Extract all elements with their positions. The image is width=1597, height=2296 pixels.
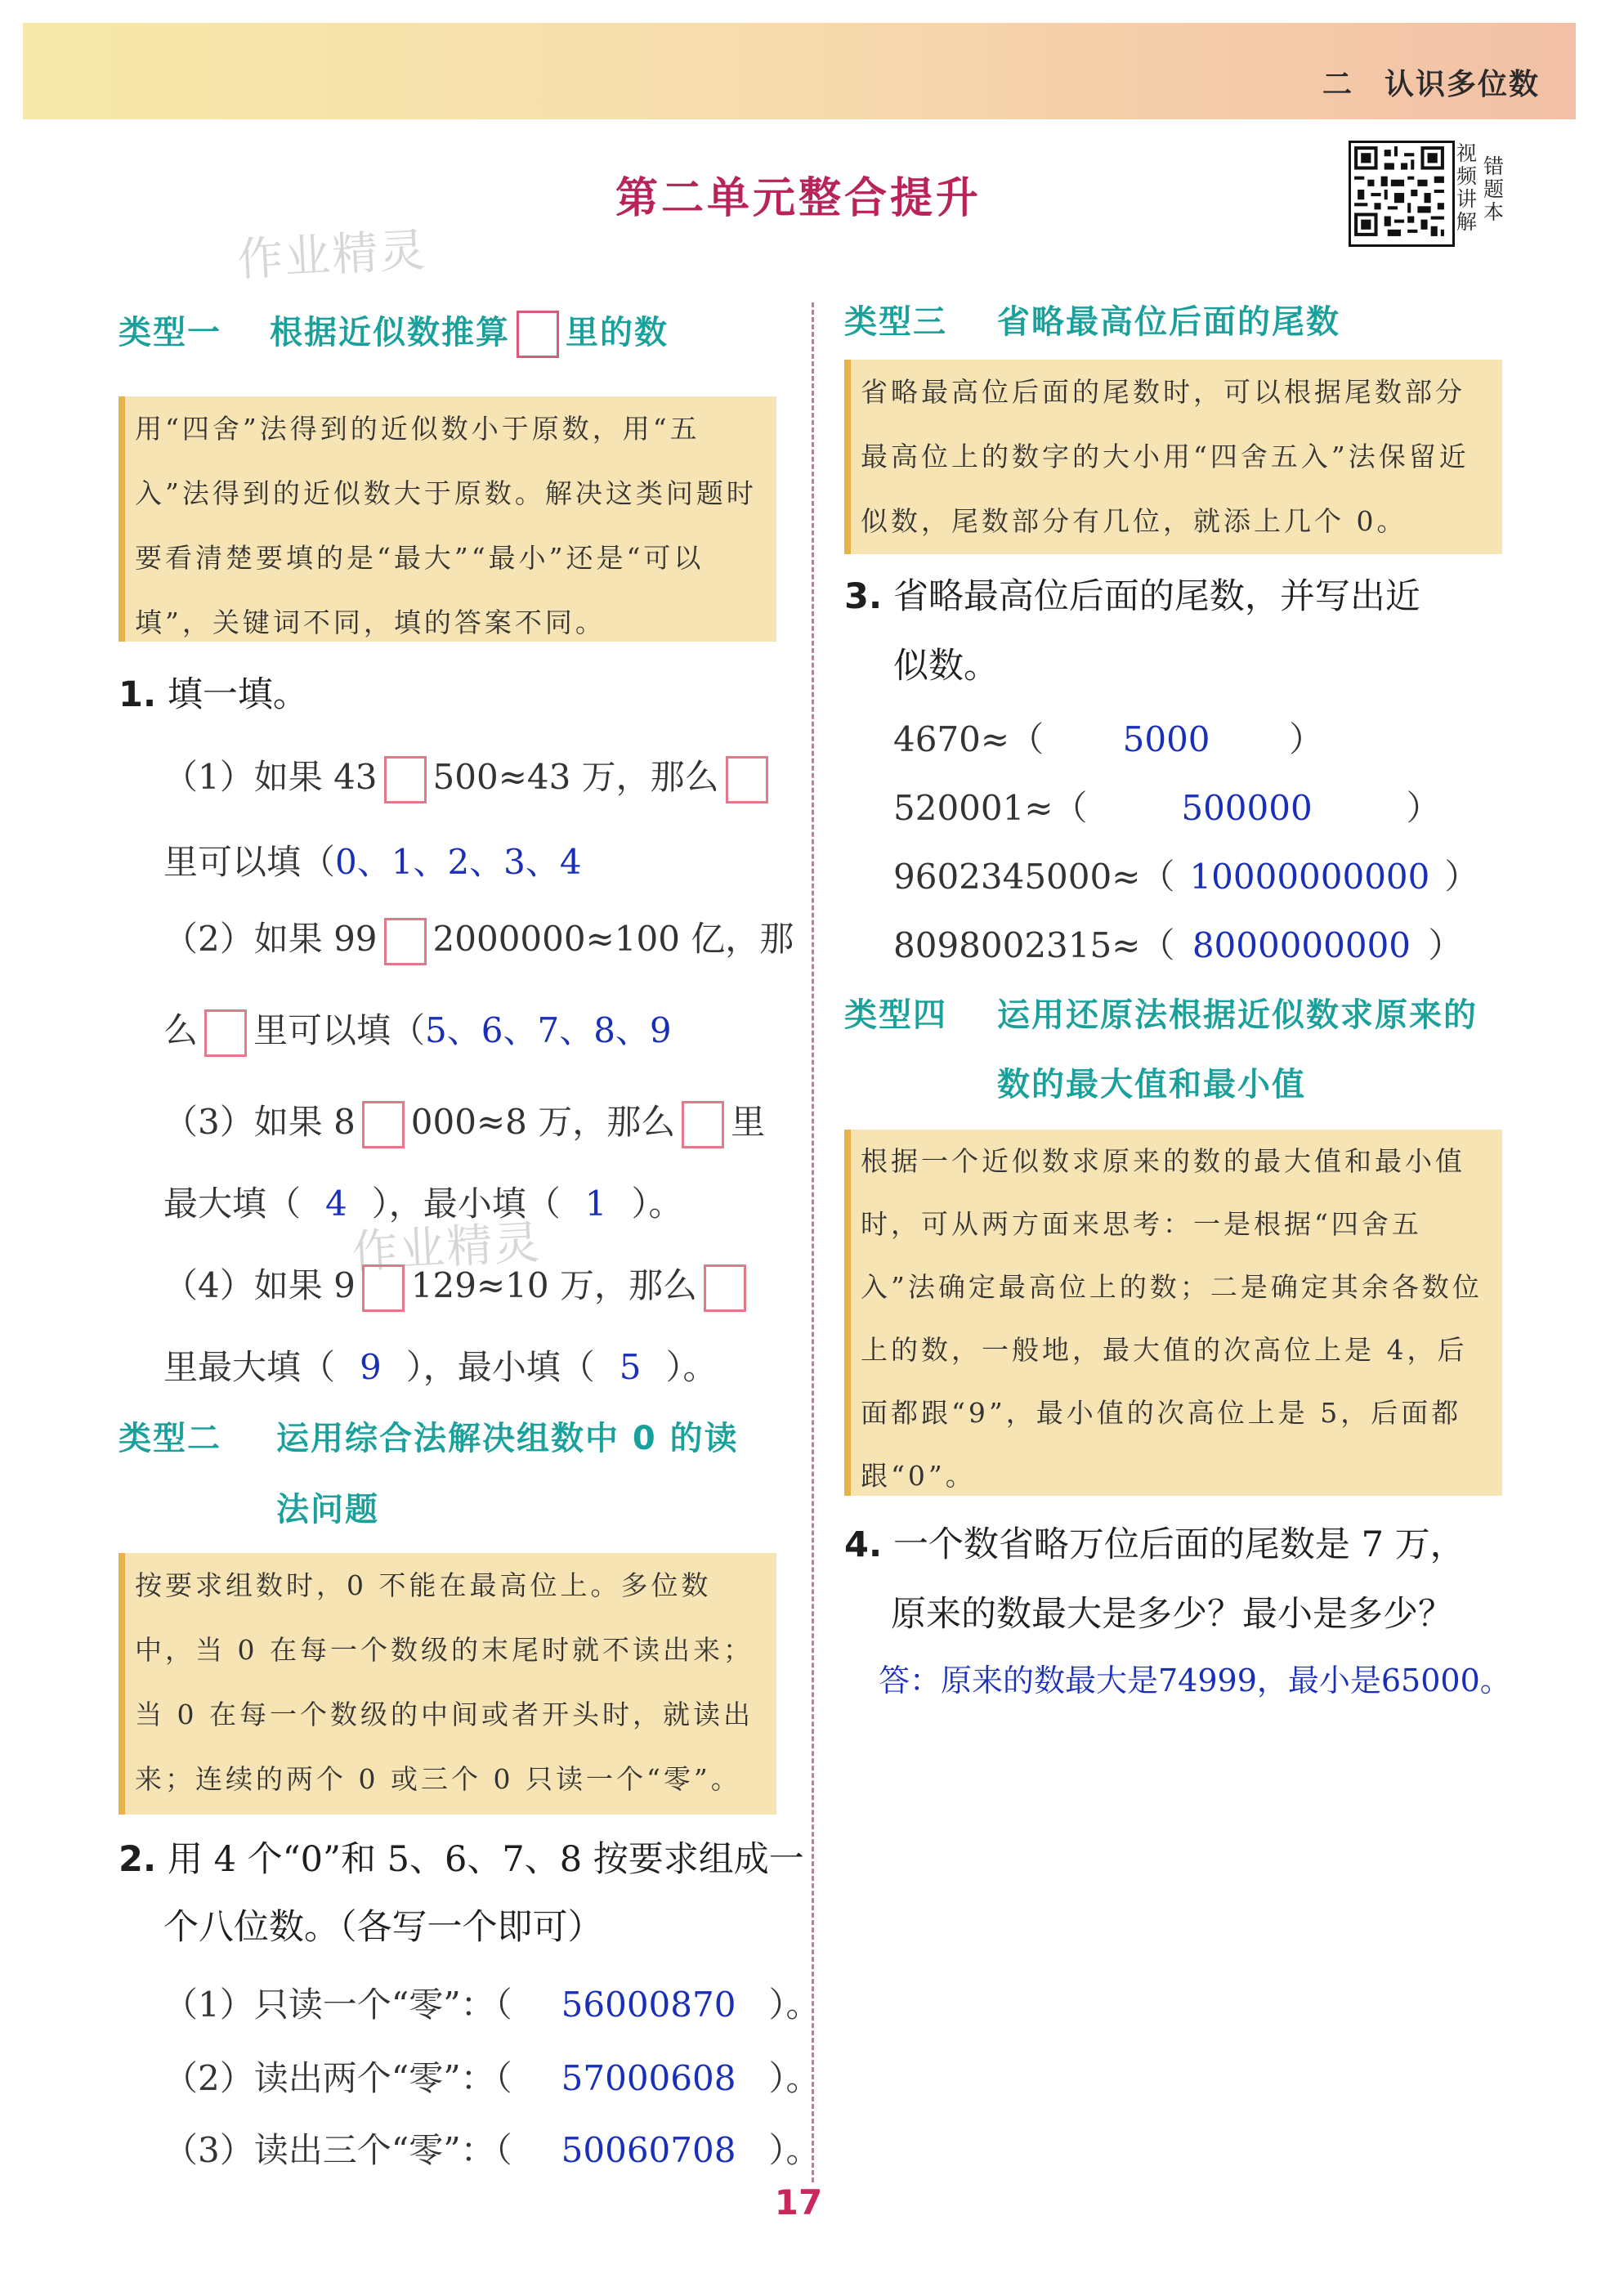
tip-box-type2: 按要求组数时，0 不能在最高位上。多位数中，当 0 在每一个数级的末尾时就不读出来；当 0 在每一个数级的中间或者开头时，就读出来；连续的两个 0 或三个 0 只读一个“零”。 — [119, 1553, 776, 1815]
answer-box-icon — [204, 1009, 247, 1057]
q2-text: （3）读出三个“零”：（ — [163, 2130, 512, 2170]
q3-row-3 — [893, 850, 1478, 899]
q1-text: 000≈8 万，那么 — [410, 1102, 676, 1142]
q1-text: 里最大填（ — [163, 1347, 336, 1387]
question-number: 2. — [119, 1839, 157, 1880]
q2-part2 — [163, 2052, 820, 2101]
question-number: 3. — [844, 576, 883, 617]
q1-part1-line1 — [163, 750, 775, 803]
question-2-stem-line2: 个八位数。（各写一个即可） — [163, 1907, 603, 1948]
page-number: 17 — [774, 2182, 823, 2222]
q1-text: ）。 — [631, 1184, 683, 1224]
q1-text: 里可以填（ — [253, 1010, 426, 1050]
watermark: 作业精灵 — [235, 223, 428, 288]
question-number: 4. — [844, 1524, 883, 1565]
q3-row-4 — [893, 919, 1462, 968]
question-2-stem — [119, 1835, 804, 1884]
type1-heading-text: 根据近似数推算 — [270, 314, 510, 351]
type4-label: 类型四 — [844, 996, 947, 1034]
answer-box-icon — [384, 918, 427, 965]
q3-answer: 10000000000 — [1189, 857, 1430, 897]
q3-answer: 500000 — [1181, 788, 1313, 828]
tip-box-type3: 省略最高位后面的尾数时，可以根据尾数部分最高位上的数字的大小用“四舍五入”法保留近似数，尾数部分有几位，就添上几个 0。 — [844, 360, 1502, 554]
q2-answer: 57000608 — [561, 2058, 736, 2098]
q2-text: （2）读出两个“零”：（ — [163, 2058, 512, 2098]
question-3-stem-line2: 似数。 — [893, 646, 999, 687]
watermark: 作业精灵 — [350, 1215, 543, 1280]
q1-part3-line2 — [163, 1177, 683, 1226]
question-stem: 一个数省略万位后面的尾数是 7 万， — [892, 1524, 1465, 1565]
q3-expr: 8098002315≈（ — [893, 925, 1175, 965]
q2-text: ）。 — [768, 1985, 821, 2025]
q3-expr: 4670≈（ — [893, 719, 1045, 759]
qr-code-icon[interactable] — [1349, 141, 1455, 247]
q2-answer: 56000870 — [561, 1985, 736, 2025]
tip-box-type4: 根据一个近似数求原来的数的最大值和最小值时，可从两方面来思考：一是根据“四舍五入”法确定最高位上的数；二是确定其余各数位上的数，一般地，最大值的次高位上是 4，后面都跟“9”，最小值的次高位上是 5，后面都跟“0”。 — [844, 1130, 1502, 1496]
type1-heading-text: 里的数 — [566, 314, 669, 351]
type1-label: 类型一 — [119, 314, 221, 351]
answer-box-icon — [704, 1264, 746, 1312]
q1-text: ），最小填（ — [405, 1347, 595, 1387]
q1-part3-line1 — [163, 1095, 765, 1148]
answer-box-icon — [384, 756, 427, 803]
qr-pattern — [1351, 143, 1447, 239]
q1-part1-line2 — [163, 835, 582, 884]
page-title: 第二单元整合提升 — [615, 174, 982, 223]
q3-text: ） — [1406, 788, 1441, 828]
q3-row-1 — [893, 713, 1323, 762]
q3-expr: 9602345000≈（ — [893, 857, 1175, 897]
qr-label-wrongbook: 错题本 — [1483, 154, 1505, 224]
q3-text: ） — [1428, 925, 1463, 965]
q3-row-2 — [893, 781, 1441, 830]
q1-text: 129≈10 万，那么 — [410, 1265, 697, 1305]
question-stem: 省略最高位后面的尾数，并写出近 — [892, 576, 1420, 617]
question-stem: 填一填。 — [167, 674, 308, 715]
q1-part4-line2 — [163, 1340, 718, 1390]
q1-part4-line1 — [163, 1259, 753, 1312]
q3-answer: 8000000000 — [1192, 925, 1411, 965]
q1-answer: 4 — [325, 1184, 347, 1224]
answer-box-icon — [362, 1101, 405, 1148]
q3-answer: 5000 — [1122, 719, 1210, 759]
tip-box-type1: 用“四舍”法得到的近似数小于原数，用“五入”法得到的近似数大于原数。解决这类问题时要看清楚要填的是“最大”“最小”还是“可以填”，关键词不同，填的答案不同。 — [119, 396, 776, 642]
answer-box-icon — [726, 756, 768, 803]
q1-part2-line1 — [163, 912, 794, 965]
q1-part2-line2 — [163, 1004, 672, 1057]
question-number: 1. — [119, 674, 157, 715]
answer-box-icon — [682, 1101, 724, 1148]
type2-heading-line1: 运用综合法解决组数中 0 的读 — [276, 1420, 739, 1457]
q2-part3 — [163, 2124, 820, 2173]
q3-text: ） — [1444, 857, 1479, 897]
answer-box-icon — [362, 1264, 405, 1312]
q1-text: 最大填（ — [163, 1184, 302, 1224]
chapter-title: 二 认识多位数 — [1322, 68, 1540, 101]
q1-text: ）。 — [665, 1347, 718, 1387]
question-stem: 用 4 个“0”和 5、6、7、8 按要求组成一 — [167, 1839, 804, 1880]
q1-answer: 0、1、2、3、4 — [335, 842, 582, 882]
type2-heading-line2: 法问题 — [276, 1491, 379, 1528]
q3-expr: 520001≈（ — [893, 788, 1088, 828]
question-3-stem — [844, 572, 1420, 621]
type3-label: 类型三 — [844, 303, 947, 341]
q3-text: ） — [1289, 719, 1324, 759]
q1-text: （1）如果 43 — [163, 757, 378, 797]
qr-label-video: 视频讲解 — [1456, 141, 1478, 234]
q2-text: ）。 — [768, 2058, 821, 2098]
column-divider — [812, 302, 814, 2182]
q1-answer: 5 — [619, 1347, 642, 1387]
q4-answer: 答：原来的数最大是74999，最小是65000。 — [879, 1663, 1511, 1699]
q1-text: （4）如果 9 — [163, 1265, 356, 1305]
question-4-stem-line2: 原来的数最大是多少？最小是多少？ — [891, 1594, 1453, 1635]
q1-answer: 9 — [360, 1347, 382, 1387]
answer-box-icon — [517, 311, 559, 358]
q2-answer: 50060708 — [561, 2130, 736, 2170]
type4-heading-line2: 数的最大值和最小值 — [997, 1066, 1306, 1103]
q2-text: （1）只读一个“零”：（ — [163, 1985, 512, 2025]
type3-heading: 省略最高位后面的尾数 — [997, 303, 1340, 341]
q1-text: （2）如果 99 — [163, 919, 378, 959]
q1-text: 里 — [731, 1102, 766, 1142]
q1-answer: 1 — [584, 1184, 607, 1224]
q1-text: 500≈43 万，那么 — [432, 757, 719, 797]
type4-heading-line1: 运用还原法根据近似数求原来的 — [997, 996, 1478, 1034]
type2-label: 类型二 — [119, 1420, 221, 1457]
q1-answer: 5、6、7、8、9 — [425, 1010, 672, 1050]
type1-heading — [270, 307, 669, 358]
q1-text: 么 — [163, 1010, 199, 1050]
q1-text: 里可以填（ — [163, 842, 336, 882]
question-4-stem — [844, 1520, 1465, 1569]
q1-text: 2000000≈100 亿，那 — [432, 919, 794, 959]
q1-text: （3）如果 8 — [163, 1102, 356, 1142]
question-1-stem — [119, 670, 308, 719]
q2-part1 — [163, 1978, 820, 2027]
q2-text: ）。 — [768, 2130, 821, 2170]
q1-text: ），最小填（ — [371, 1184, 561, 1224]
